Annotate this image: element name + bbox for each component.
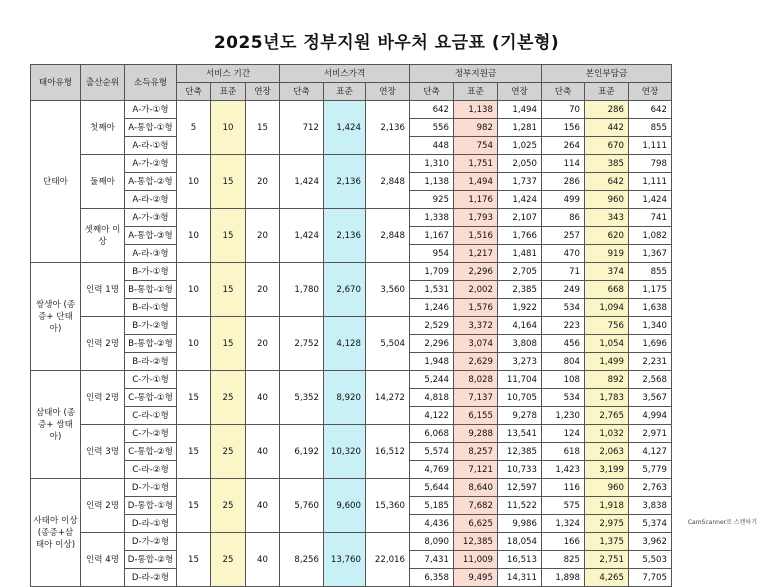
fetal-type-cell: 쌍생아 (종증+ 단태아) (31, 263, 81, 371)
table-row (31, 209, 672, 227)
service-price-cell: 10,320 (324, 425, 366, 479)
gov-support-cell: 9,495 (454, 569, 498, 587)
service-period-cell: 10 (177, 209, 211, 263)
self-pay-cell: 798 (629, 155, 672, 173)
gov-support-cell: 7,121 (454, 461, 498, 479)
page-title: 2025년도 정부지원 바우처 요금표 (기본형) (213, 33, 560, 53)
gov-support-cell: 11,009 (454, 551, 498, 569)
self-pay-cell: 470 (542, 245, 585, 263)
service-price-cell: 712 (280, 101, 324, 155)
self-pay-cell: 1,111 (629, 173, 672, 191)
gov-support-cell: 2,107 (498, 209, 542, 227)
self-pay-cell: 374 (585, 263, 629, 281)
service-period-cell: 15 (177, 479, 211, 533)
gov-support-cell: 3,808 (498, 335, 542, 353)
service-period-cell: 20 (246, 209, 280, 263)
self-pay-cell: 1,375 (585, 533, 629, 551)
gov-support-cell: 1,922 (498, 299, 542, 317)
scanner-watermark: CamScanner로 스캔하기 (687, 519, 757, 526)
gov-support-cell: 8,257 (454, 443, 498, 461)
service-price-cell: 2,848 (366, 209, 410, 263)
service-price-cell: 3,560 (366, 263, 410, 317)
self-pay-cell: 919 (585, 245, 629, 263)
self-pay-cell: 1,111 (629, 137, 672, 155)
income-type-cell: A-라-②형 (125, 191, 177, 209)
birth-order-cell: 인력 2명 (81, 479, 125, 533)
gov-support-cell: 1,948 (410, 353, 454, 371)
self-pay-cell: 575 (542, 497, 585, 515)
table-row (31, 371, 672, 389)
gov-support-cell: 4,436 (410, 515, 454, 533)
voucher-fee-table (30, 64, 672, 587)
self-pay-cell: 4,265 (585, 569, 629, 587)
service-period-cell: 25 (211, 371, 246, 425)
service-period-cell: 25 (211, 479, 246, 533)
gov-support-cell: 1,246 (410, 299, 454, 317)
gov-support-cell: 14,311 (498, 569, 542, 587)
self-pay-cell: 1,082 (629, 227, 672, 245)
income-type-cell: B-통합-②형 (125, 335, 177, 353)
self-pay-cell: 1,783 (585, 389, 629, 407)
service-period-cell: 15 (211, 155, 246, 209)
gov-support-cell: 18,054 (498, 533, 542, 551)
self-pay-cell: 1,499 (585, 353, 629, 371)
self-pay-cell: 343 (585, 209, 629, 227)
gov-support-cell: 3,273 (498, 353, 542, 371)
self-pay-cell: 166 (542, 533, 585, 551)
self-pay-cell: 892 (585, 371, 629, 389)
service-price-cell: 1,424 (280, 209, 324, 263)
service-period-cell: 40 (246, 533, 280, 587)
gov-support-cell: 2,529 (410, 317, 454, 335)
self-pay-cell: 1,638 (629, 299, 672, 317)
income-type-cell: B-가-①형 (125, 263, 177, 281)
self-pay-cell: 2,763 (629, 479, 672, 497)
self-pay-cell: 620 (585, 227, 629, 245)
subheader-period-2: 연장 (246, 83, 280, 101)
gov-support-cell: 4,818 (410, 389, 454, 407)
self-pay-cell: 7,705 (629, 569, 672, 587)
service-period-cell: 10 (211, 101, 246, 155)
gov-support-cell: 1,025 (498, 137, 542, 155)
self-pay-cell: 804 (542, 353, 585, 371)
self-pay-cell: 2,568 (629, 371, 672, 389)
gov-support-cell: 1,167 (410, 227, 454, 245)
self-pay-cell: 442 (585, 119, 629, 137)
gov-support-cell: 16,513 (498, 551, 542, 569)
self-pay-cell: 534 (542, 389, 585, 407)
gov-support-cell: 13,541 (498, 425, 542, 443)
service-period-cell: 40 (246, 371, 280, 425)
self-pay-cell: 642 (629, 101, 672, 119)
header-service-price: 서비스가격 (280, 65, 410, 83)
gov-support-cell: 5,244 (410, 371, 454, 389)
service-price-cell: 8,920 (324, 371, 366, 425)
gov-support-cell: 12,385 (454, 533, 498, 551)
fetal-type-cell: 삼태아 (종증+ 쌍태아) (31, 371, 81, 479)
gov-support-cell: 2,705 (498, 263, 542, 281)
self-pay-cell: 668 (585, 281, 629, 299)
service-period-cell: 15 (211, 317, 246, 371)
table-row (31, 479, 672, 497)
income-type-cell: B-가-②형 (125, 317, 177, 335)
income-type-cell: A-통합-①형 (125, 119, 177, 137)
gov-support-cell: 2,629 (454, 353, 498, 371)
self-pay-cell: 642 (585, 173, 629, 191)
gov-support-cell: 448 (410, 137, 454, 155)
birth-order-cell: 첫째아 (81, 101, 125, 155)
gov-support-cell: 6,625 (454, 515, 498, 533)
table-row (31, 533, 672, 551)
self-pay-cell: 456 (542, 335, 585, 353)
gov-support-cell: 3,372 (454, 317, 498, 335)
income-type-cell: D-통합-①형 (125, 497, 177, 515)
gov-support-cell: 1,176 (454, 191, 498, 209)
gov-support-cell: 556 (410, 119, 454, 137)
gov-support-cell: 1,310 (410, 155, 454, 173)
gov-support-cell: 1,766 (498, 227, 542, 245)
subheader-self-1: 표준 (585, 83, 629, 101)
self-pay-cell: 3,199 (585, 461, 629, 479)
birth-order-cell: 인력 4명 (81, 533, 125, 587)
header-service-period: 서비스 기간 (177, 65, 280, 83)
header-gov-support: 정부지원금 (410, 65, 542, 83)
gov-support-cell: 1,516 (454, 227, 498, 245)
gov-support-cell: 6,068 (410, 425, 454, 443)
gov-support-cell: 10,705 (498, 389, 542, 407)
gov-support-cell: 4,164 (498, 317, 542, 335)
service-price-cell: 5,504 (366, 317, 410, 371)
gov-support-cell: 2,002 (454, 281, 498, 299)
gov-support-cell: 11,522 (498, 497, 542, 515)
self-pay-cell: 670 (585, 137, 629, 155)
self-pay-cell: 264 (542, 137, 585, 155)
self-pay-cell: 756 (585, 317, 629, 335)
gov-support-cell: 11,704 (498, 371, 542, 389)
subheader-gov-0: 단축 (410, 83, 454, 101)
service-price-cell: 2,670 (324, 263, 366, 317)
gov-support-cell: 2,296 (454, 263, 498, 281)
self-pay-cell: 124 (542, 425, 585, 443)
self-pay-cell: 1,340 (629, 317, 672, 335)
service-price-cell: 4,128 (324, 317, 366, 371)
self-pay-cell: 960 (585, 479, 629, 497)
income-type-cell: B-라-①형 (125, 299, 177, 317)
service-period-cell: 25 (211, 425, 246, 479)
self-pay-cell: 855 (629, 263, 672, 281)
self-pay-cell: 70 (542, 101, 585, 119)
self-pay-cell: 1,054 (585, 335, 629, 353)
service-price-cell: 2,848 (366, 155, 410, 209)
service-price-cell: 1,424 (324, 101, 366, 155)
service-price-cell: 8,256 (280, 533, 324, 587)
gov-support-cell: 1,494 (498, 101, 542, 119)
self-pay-cell: 2,975 (585, 515, 629, 533)
self-pay-cell: 2,063 (585, 443, 629, 461)
service-price-cell: 5,352 (280, 371, 324, 425)
birth-order-cell: 인력 3명 (81, 425, 125, 479)
gov-support-cell: 8,090 (410, 533, 454, 551)
service-period-cell: 20 (246, 263, 280, 317)
gov-support-cell: 7,431 (410, 551, 454, 569)
gov-support-cell: 10,733 (498, 461, 542, 479)
subheader-self-2: 연장 (629, 83, 672, 101)
income-type-cell: C-통합-①형 (125, 389, 177, 407)
gov-support-cell: 5,644 (410, 479, 454, 497)
self-pay-cell: 1,230 (542, 407, 585, 425)
self-pay-cell: 257 (542, 227, 585, 245)
table-row (31, 317, 672, 335)
self-pay-cell: 3,962 (629, 533, 672, 551)
self-pay-cell: 2,971 (629, 425, 672, 443)
service-price-cell: 6,192 (280, 425, 324, 479)
self-pay-cell: 286 (585, 101, 629, 119)
self-pay-cell: 855 (629, 119, 672, 137)
fetal-type-cell: 단태아 (31, 101, 81, 263)
table-body (31, 101, 672, 587)
gov-support-cell: 8,640 (454, 479, 498, 497)
service-price-cell: 1,424 (280, 155, 324, 209)
self-pay-cell: 86 (542, 209, 585, 227)
service-period-cell: 40 (246, 479, 280, 533)
subheader-self-0: 단축 (542, 83, 585, 101)
table-row (31, 425, 672, 443)
self-pay-cell: 1,367 (629, 245, 672, 263)
gov-support-cell: 5,574 (410, 443, 454, 461)
table-row (31, 101, 672, 119)
gov-support-cell: 12,597 (498, 479, 542, 497)
self-pay-cell: 5,374 (629, 515, 672, 533)
gov-support-cell: 2,296 (410, 335, 454, 353)
service-price-cell: 5,760 (280, 479, 324, 533)
self-pay-cell: 960 (585, 191, 629, 209)
gov-support-cell: 1,737 (498, 173, 542, 191)
income-type-cell: A-통합-③형 (125, 227, 177, 245)
subheader-price-2: 연장 (366, 83, 410, 101)
table-row (31, 155, 672, 173)
income-type-cell: A-가-③형 (125, 209, 177, 227)
service-price-cell: 22,016 (366, 533, 410, 587)
income-type-cell: D-통합-②형 (125, 551, 177, 569)
self-pay-cell: 618 (542, 443, 585, 461)
income-type-cell: C-가-①형 (125, 371, 177, 389)
self-pay-cell: 5,779 (629, 461, 672, 479)
self-pay-cell: 114 (542, 155, 585, 173)
income-type-cell: C-통합-②형 (125, 443, 177, 461)
self-pay-cell: 385 (585, 155, 629, 173)
gov-support-cell: 754 (454, 137, 498, 155)
subheader-period-0: 단축 (177, 83, 211, 101)
income-type-cell: A-라-①형 (125, 137, 177, 155)
gov-support-cell: 925 (410, 191, 454, 209)
gov-support-cell: 4,769 (410, 461, 454, 479)
gov-support-cell: 5,185 (410, 497, 454, 515)
service-period-cell: 20 (246, 317, 280, 371)
service-period-cell: 15 (177, 371, 211, 425)
service-price-cell: 2,136 (366, 101, 410, 155)
service-price-cell: 14,272 (366, 371, 410, 425)
gov-support-cell: 6,358 (410, 569, 454, 587)
self-pay-cell: 2,765 (585, 407, 629, 425)
subheader-price-1: 표준 (324, 83, 366, 101)
gov-support-cell: 4,122 (410, 407, 454, 425)
service-period-cell: 40 (246, 425, 280, 479)
subheader-gov-1: 표준 (454, 83, 498, 101)
self-pay-cell: 71 (542, 263, 585, 281)
gov-support-cell: 954 (410, 245, 454, 263)
income-type-cell: B-라-②형 (125, 353, 177, 371)
gov-support-cell: 982 (454, 119, 498, 137)
income-type-cell: A-통합-②형 (125, 173, 177, 191)
gov-support-cell: 1,576 (454, 299, 498, 317)
gov-support-cell: 1,338 (410, 209, 454, 227)
subheader-period-1: 표준 (211, 83, 246, 101)
subheader-gov-2: 연장 (498, 83, 542, 101)
service-price-cell: 2,136 (324, 209, 366, 263)
gov-support-cell: 1,531 (410, 281, 454, 299)
income-type-cell: A-가-②형 (125, 155, 177, 173)
birth-order-cell: 인력 2명 (81, 371, 125, 425)
gov-support-cell: 1,138 (454, 101, 498, 119)
header-birth-order: 출산순위 (81, 65, 125, 101)
gov-support-cell: 642 (410, 101, 454, 119)
gov-support-cell: 2,050 (498, 155, 542, 173)
self-pay-cell: 4,127 (629, 443, 672, 461)
service-period-cell: 20 (246, 155, 280, 209)
self-pay-cell: 1,423 (542, 461, 585, 479)
self-pay-cell: 108 (542, 371, 585, 389)
gov-support-cell: 2,385 (498, 281, 542, 299)
service-period-cell: 10 (177, 263, 211, 317)
service-price-cell: 9,600 (324, 479, 366, 533)
gov-support-cell: 1,481 (498, 245, 542, 263)
gov-support-cell: 1,494 (454, 173, 498, 191)
income-type-cell: C-라-①형 (125, 407, 177, 425)
self-pay-cell: 3,567 (629, 389, 672, 407)
service-period-cell: 15 (211, 263, 246, 317)
gov-support-cell: 1,424 (498, 191, 542, 209)
service-period-cell: 15 (177, 533, 211, 587)
self-pay-cell: 286 (542, 173, 585, 191)
self-pay-cell: 499 (542, 191, 585, 209)
birth-order-cell: 인력 2명 (81, 317, 125, 371)
gov-support-cell: 3,074 (454, 335, 498, 353)
self-pay-cell: 1,175 (629, 281, 672, 299)
self-pay-cell: 534 (542, 299, 585, 317)
birth-order-cell: 인력 1명 (81, 263, 125, 317)
self-pay-cell: 1,898 (542, 569, 585, 587)
self-pay-cell: 1,094 (585, 299, 629, 317)
income-type-cell: D-가-②형 (125, 533, 177, 551)
self-pay-cell: 741 (629, 209, 672, 227)
income-type-cell: D-라-①형 (125, 515, 177, 533)
service-period-cell: 5 (177, 101, 211, 155)
income-type-cell: C-가-②형 (125, 425, 177, 443)
gov-support-cell: 9,278 (498, 407, 542, 425)
gov-support-cell: 1,138 (410, 173, 454, 191)
self-pay-cell: 1,424 (629, 191, 672, 209)
service-period-cell: 10 (177, 155, 211, 209)
gov-support-cell: 1,793 (454, 209, 498, 227)
header-income-type: 소득유형 (125, 65, 177, 101)
income-type-cell: B-통합-①형 (125, 281, 177, 299)
service-price-cell: 1,780 (280, 263, 324, 317)
service-price-cell: 15,360 (366, 479, 410, 533)
service-period-cell: 15 (177, 425, 211, 479)
header-self-pay: 본인부담금 (542, 65, 672, 83)
self-pay-cell: 1,324 (542, 515, 585, 533)
service-price-cell: 2,136 (324, 155, 366, 209)
income-type-cell: D-라-②형 (125, 569, 177, 587)
self-pay-cell: 4,994 (629, 407, 672, 425)
self-pay-cell: 1,918 (585, 497, 629, 515)
gov-support-cell: 1,217 (454, 245, 498, 263)
subheader-price-0: 단축 (280, 83, 324, 101)
service-price-cell: 16,512 (366, 425, 410, 479)
table-row (31, 263, 672, 281)
income-type-cell: C-라-②형 (125, 461, 177, 479)
gov-support-cell: 1,281 (498, 119, 542, 137)
self-pay-cell: 249 (542, 281, 585, 299)
self-pay-cell: 2,231 (629, 353, 672, 371)
self-pay-cell: 5,503 (629, 551, 672, 569)
service-price-cell: 13,760 (324, 533, 366, 587)
service-period-cell: 15 (246, 101, 280, 155)
service-price-cell: 2,752 (280, 317, 324, 371)
income-type-cell: A-가-①형 (125, 101, 177, 119)
birth-order-cell: 셋째아 이상 (81, 209, 125, 263)
gov-support-cell: 12,385 (498, 443, 542, 461)
gov-support-cell: 9,986 (498, 515, 542, 533)
gov-support-cell: 7,682 (454, 497, 498, 515)
gov-support-cell: 1,751 (454, 155, 498, 173)
income-type-cell: A-라-③형 (125, 245, 177, 263)
service-period-cell: 15 (211, 209, 246, 263)
income-type-cell: D-가-①형 (125, 479, 177, 497)
birth-order-cell: 둘째아 (81, 155, 125, 209)
self-pay-cell: 3,838 (629, 497, 672, 515)
gov-support-cell: 6,155 (454, 407, 498, 425)
header-fetal-type: 태아유형 (31, 65, 81, 101)
self-pay-cell: 2,751 (585, 551, 629, 569)
self-pay-cell: 223 (542, 317, 585, 335)
self-pay-cell: 1,032 (585, 425, 629, 443)
service-period-cell: 25 (211, 533, 246, 587)
self-pay-cell: 825 (542, 551, 585, 569)
self-pay-cell: 1,696 (629, 335, 672, 353)
gov-support-cell: 7,137 (454, 389, 498, 407)
fetal-type-cell: 사태아 이상 (종증+삼 태아 이상) (31, 479, 81, 587)
gov-support-cell: 1,709 (410, 263, 454, 281)
self-pay-cell: 116 (542, 479, 585, 497)
gov-support-cell: 8,028 (454, 371, 498, 389)
service-period-cell: 10 (177, 317, 211, 371)
gov-support-cell: 9,288 (454, 425, 498, 443)
self-pay-cell: 156 (542, 119, 585, 137)
